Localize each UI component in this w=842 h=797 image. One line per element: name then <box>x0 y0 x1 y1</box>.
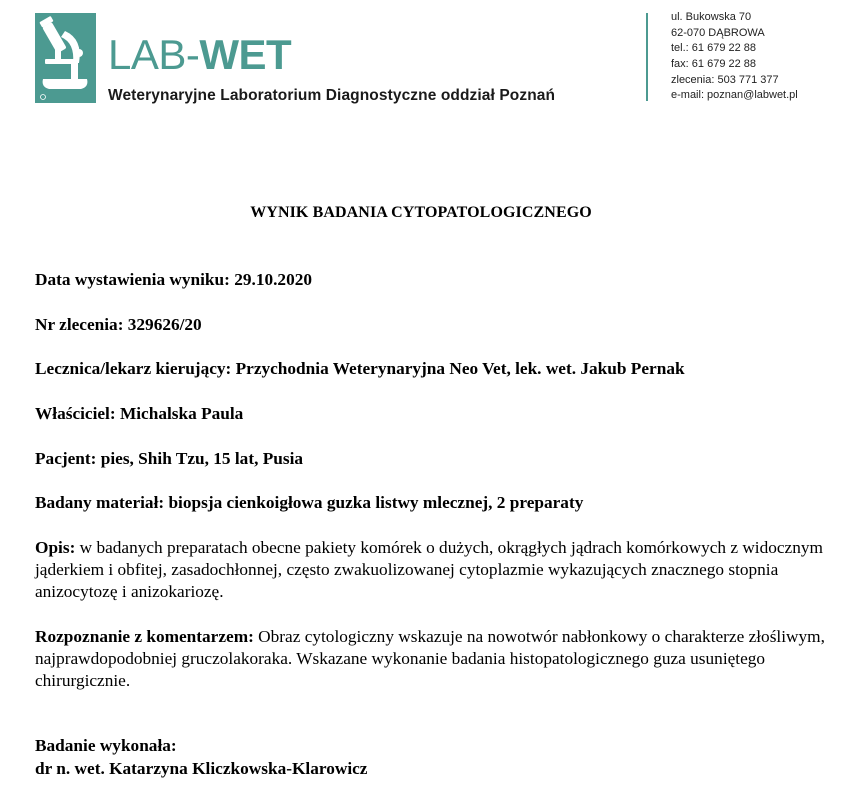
referring-clinic: Lecznica/lekarz kierujący: Przychodnia Weterynaryjna Neo Vet, lek. wet. Jakub Pernak <box>35 359 685 378</box>
logo-wet: WET <box>199 31 292 78</box>
description-label: Opis: <box>35 538 76 557</box>
issue-date: Data wystawienia wyniku: 29.10.2020 <box>35 270 312 289</box>
contact-block <box>671 10 798 104</box>
diagnosis-label: Rozpoznanie z komentarzem: <box>35 627 254 646</box>
contact-city: 62-070 DĄBROWA <box>671 26 765 39</box>
header-divider <box>646 13 648 101</box>
letterhead <box>0 0 842 120</box>
owner: Właściciel: Michalska Paula <box>35 404 244 423</box>
diagnosis-paragraph <box>35 626 825 692</box>
contact-address: ul. Bukowska 70 <box>671 11 752 23</box>
logo-separator: - <box>185 31 200 78</box>
logo-lab: LAB <box>108 31 186 78</box>
patient: Pacjent: pies, Shih Tzu, 15 lat, Pusia <box>35 449 304 468</box>
examined-material: Badany materiał: biopsja cienkoigłowa guzka listwy mlecznej, 2 preparaty <box>35 493 584 512</box>
order-number: Nr zlecenia: 329626/20 <box>35 315 202 334</box>
contact-email[interactable]: e-mail: poznan@labwet.pl <box>671 89 798 102</box>
description-paragraph <box>35 537 825 603</box>
signature-name: dr n. wet. Katarzyna Kliczkowska-Klarowicz <box>35 759 368 778</box>
diagnosis-text: Obraz cytologiczny wskazuje na nowotwór nabłonkowy o charakterze złośliwym, najprawdopodobniej gruczolakoraka. Wskazane wykonanie badania histopatologicznego guza usuniętego chirurgicznie. <box>35 627 825 690</box>
contact-orders: zlecenia: 503 771 377 <box>671 73 779 86</box>
brand-logo-text <box>108 32 291 78</box>
signature-label: Badanie wykonała: <box>35 736 177 755</box>
contact-fax: fax: 61 679 22 88 <box>671 58 757 71</box>
contact-phone: tel.: 61 679 22 88 <box>671 42 757 55</box>
lab-subtitle: Weterynaryjne Laboratorium Diagnostyczne oddział Poznań <box>108 87 556 104</box>
microscope-logo-icon <box>35 13 96 103</box>
page-title: WYNIK BADANIA CYTOPATOLOGICZNEGO <box>250 204 592 221</box>
description-text: w badanych preparatach obecne pakiety komórek o dużych, okrągłych jądrach komórkowych z widocznym jąderkiem i obfitej, zasadochłonnej, często zwakuolizowanej cytoplazmie wykazujących znacznego stopnia anizocytozę i anizokariozę. <box>35 538 823 601</box>
